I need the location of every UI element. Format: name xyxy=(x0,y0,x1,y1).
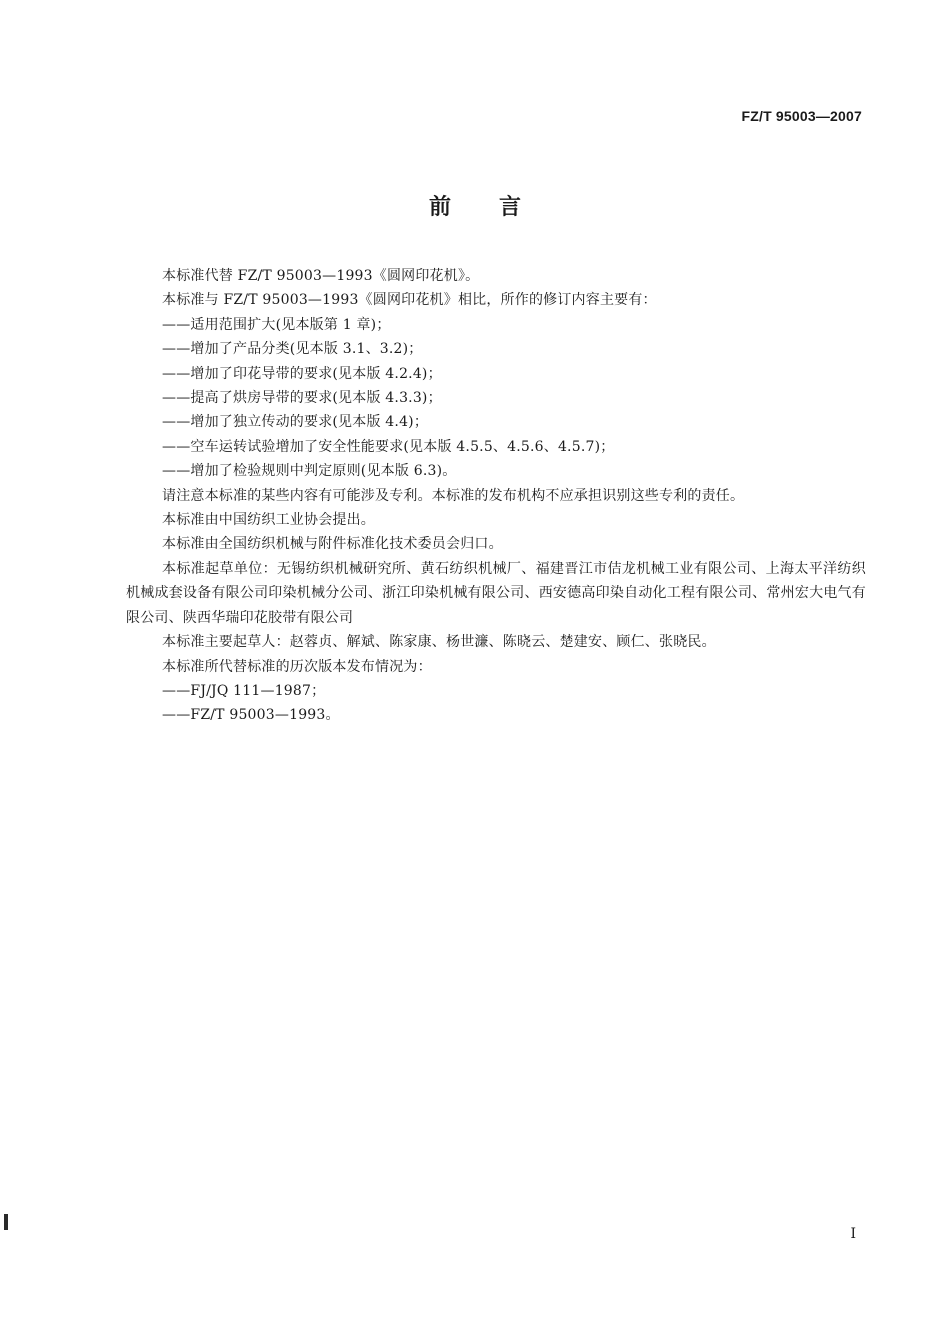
change-item: ——增加了印花导带的要求(见本版 4.2.4)； xyxy=(162,365,442,382)
change-item: ——适用范围扩大(见本版第 1 章)； xyxy=(162,316,391,333)
history-item: ——FZ/T 95003—1993。 xyxy=(162,707,340,724)
paragraph-changes-intro: 本标准与 FZ/T 95003—1993《圆网印花机》相比，所作的修订内容主要有： xyxy=(162,292,657,309)
paragraph-proposer: 本标准由中国纺织工业协会提出。 xyxy=(162,512,375,529)
paragraph-patent-notice: 请注意本标准的某些内容有可能涉及专利。本标准的发布机构不应承担识别这些专利的责任。 xyxy=(162,487,745,504)
change-item: ——空车运转试验增加了安全性能要求(见本版 4.5.5、4.5.6、4.5.7)； xyxy=(162,438,615,455)
paragraph-drafting-units: 本标准起草单位：无锡纺织机械研究所、黄石纺织机械厂、福建晋江市佶龙机械工业有限公司、上海太平洋纺织机械成套设备有限公司印染机械分公司、浙江印染机械有限公司、西安德高印染自动化工程有限公司、常州宏大电气有限公司、陕西华瑞印花胶带有限公司 xyxy=(126,560,866,626)
paragraph-committee: 本标准由全国纺织机械与附件标准化技术委员会归口。 xyxy=(162,536,503,553)
change-item: ——提高了烘房导带的要求(见本版 4.3.3)； xyxy=(162,390,442,407)
standard-code: FZ/T 95003—2007 xyxy=(741,108,862,124)
page-number: I xyxy=(850,1226,856,1242)
paragraph-history-intro: 本标准所代替标准的历次版本发布情况为： xyxy=(162,658,432,675)
page-title: 前言 xyxy=(428,195,569,220)
history-item: ——FJ/JQ 111—1987； xyxy=(162,682,326,699)
foreword-body xyxy=(126,264,866,728)
change-item: ——增加了检验规则中判定原则(见本版 6.3)。 xyxy=(162,463,457,480)
paragraph-replaces: 本标准代替 FZ/T 95003—1993《圆网印花机》。 xyxy=(162,268,480,284)
change-item: ——增加了独立传动的要求(见本版 4.4)； xyxy=(162,414,429,431)
paragraph-drafters: 本标准主要起草人：赵蓉贞、解斌、陈家康、杨世濂、陈晓云、楚建安、顾仁、张晓民。 xyxy=(162,634,716,651)
scan-mark xyxy=(4,1214,8,1230)
change-item: ——增加了产品分类(见本版 3.1、3.2)； xyxy=(162,341,423,358)
